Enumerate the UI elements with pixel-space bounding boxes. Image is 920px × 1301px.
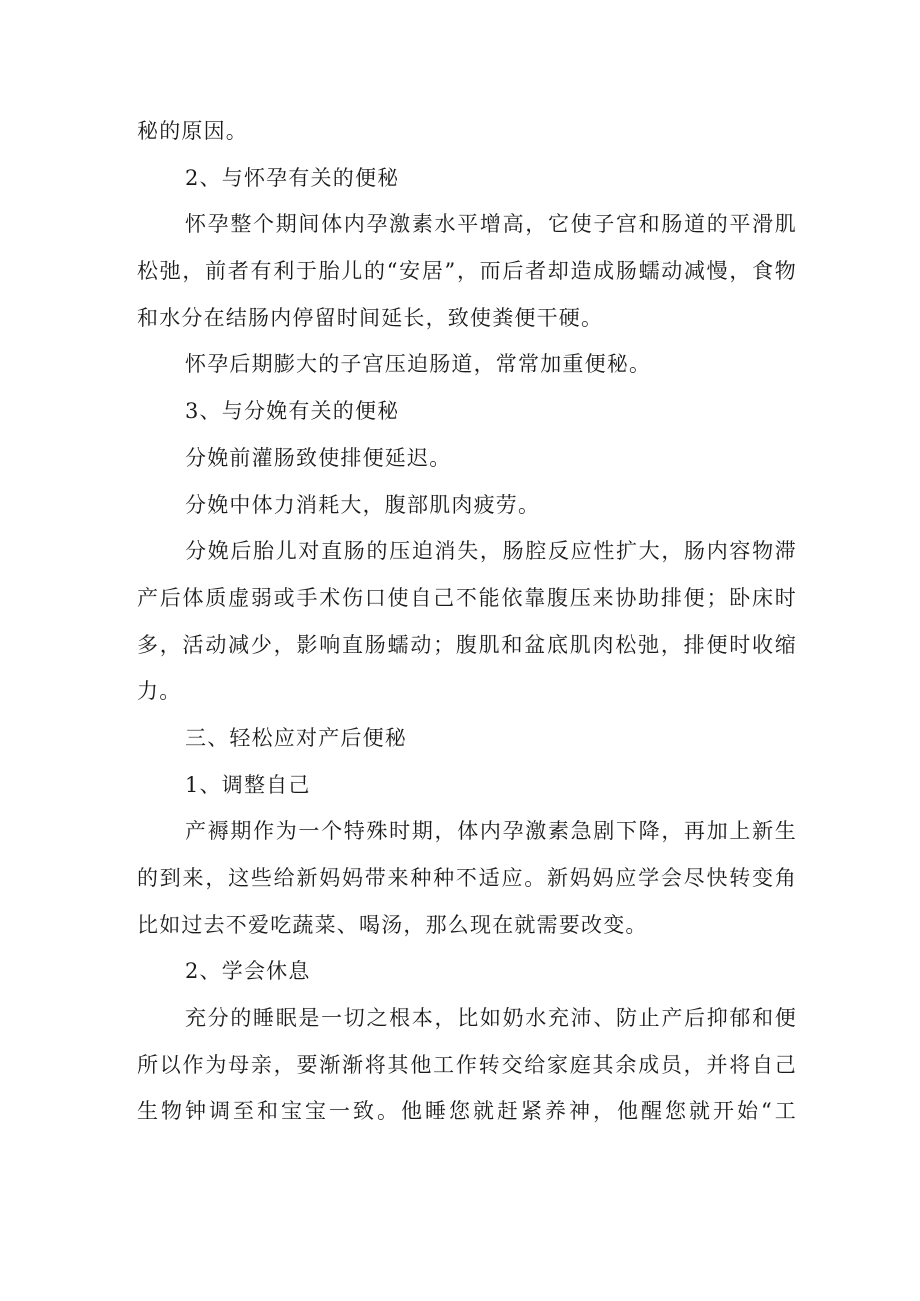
paragraph-line: 分娩中体力消耗大，腹部肌肉疲劳。: [185, 492, 541, 517]
paragraph-line: 分娩前灌肠致使排便延迟。: [185, 445, 452, 470]
section-heading: 2、与怀孕有关的便秘: [185, 165, 400, 190]
paragraph-line: 比如过去不爱吃蔬菜、喝汤，那么现在就需要改变。: [137, 912, 648, 937]
paragraph-line: 力。: [137, 679, 182, 704]
paragraph-line: 产后体质虚弱或手术伤口使自己不能依靠腹压来协助排便；卧床时: [137, 585, 797, 610]
paragraph-line: 分娩后胎儿对直肠的压迫消失，肠腔反应性扩大，肠内容物滞: [185, 539, 797, 564]
paragraph-line: 的到来，这些给新妈妈带来种种不适应。新妈妈应学会尽快转变角: [137, 866, 797, 890]
paragraph-line: 怀孕整个期间体内孕激素水平增高，它使子宫和肠道的平滑肌: [185, 212, 797, 237]
section-heading: 三、轻松应对产后便秘: [185, 725, 407, 750]
text-line: 秘的原因。: [137, 119, 248, 143]
paragraph-line: 和水分在结肠内停留时间延长，致使粪便干硬。: [137, 305, 604, 330]
paragraph-line: 产褥期作为一个特殊时期，体内孕激素急剧下降，再加上新生: [185, 819, 797, 844]
document-body: [137, 108, 797, 1135]
section-heading: 1、调整自己: [185, 772, 311, 797]
paragraph-line: 松弛，前者有利于胎儿的“安居”，而后者却造成肠蠕动减慢，食物: [137, 259, 797, 284]
paragraph-line: 充分的睡眠是一切之根本，比如奶水充沛、防止产后抑郁和便: [185, 1006, 797, 1031]
paragraph-line: 生物钟调至和宝宝一致。他睡您就赶紧养神，他醒您就开始“工: [137, 1099, 797, 1124]
section-heading: 2、学会休息: [185, 959, 311, 984]
paragraph-line: 多，活动减少，影响直肠蠕动；腹肌和盆底肌肉松弛，排便时收缩: [137, 632, 797, 657]
section-heading: 3、与分娩有关的便秘: [185, 399, 400, 424]
paragraph-line: 怀孕后期膨大的子宫压迫肠道，常常加重便秘。: [185, 352, 652, 377]
paragraph-line: 所以作为母亲，要渐渐将其他工作转交给家庭其余成员，并将自己: [137, 1052, 797, 1077]
